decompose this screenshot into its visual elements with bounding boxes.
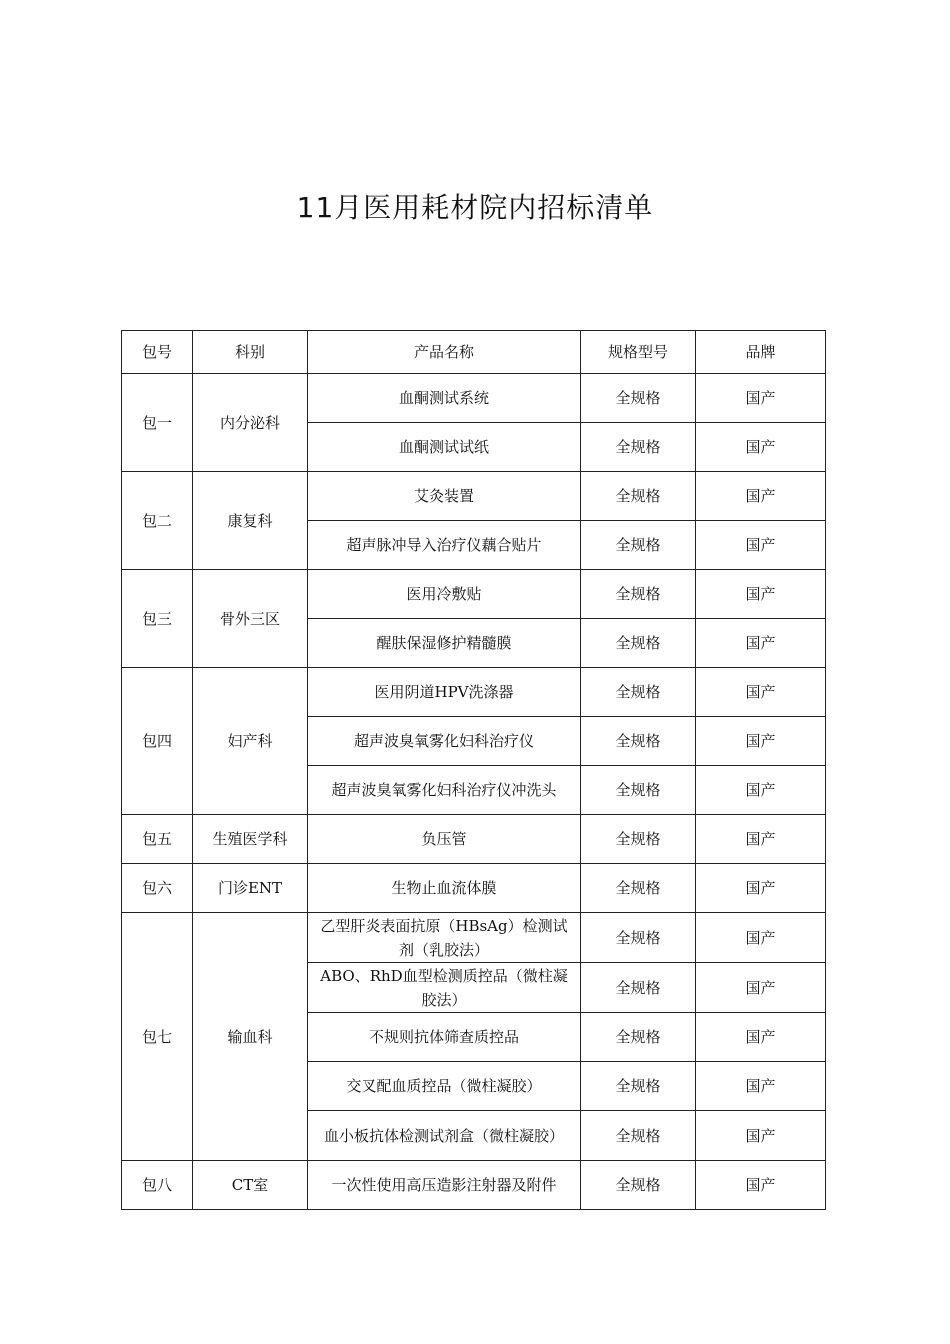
header-brand: 品牌 [696, 331, 826, 374]
table-row [122, 1161, 826, 1210]
product-name-cell: 超声脉冲导入治疗仪藕合贴片 [308, 521, 581, 570]
department-cell: 输血科 [193, 913, 308, 1161]
spec-cell: 全规格 [581, 864, 696, 913]
package-no-cell: 包六 [122, 864, 193, 913]
brand-cell: 国产 [696, 570, 826, 619]
product-name-cell: ABO、RhD血型检测质控品（微柱凝胶法） [308, 963, 581, 1013]
product-name-cell: 不规则抗体筛查质控品 [308, 1013, 581, 1062]
product-name-cell: 医用阴道HPV洗涤器 [308, 668, 581, 717]
brand-cell: 国产 [696, 472, 826, 521]
brand-cell: 国产 [696, 913, 826, 963]
product-name-cell: 生物止血流体膜 [308, 864, 581, 913]
spec-cell: 全规格 [581, 570, 696, 619]
spec-cell: 全规格 [581, 668, 696, 717]
department-cell: 康复科 [193, 472, 308, 570]
department-cell: CT室 [193, 1161, 308, 1210]
product-name-cell: 艾灸装置 [308, 472, 581, 521]
spec-cell: 全规格 [581, 1161, 696, 1210]
product-name-cell: 血酮测试试纸 [308, 423, 581, 472]
table-header-row [122, 331, 826, 374]
header-spec: 规格型号 [581, 331, 696, 374]
spec-cell: 全规格 [581, 423, 696, 472]
product-name-cell: 交叉配血质控品（微柱凝胶） [308, 1062, 581, 1111]
header-department: 科别 [193, 331, 308, 374]
brand-cell: 国产 [696, 1062, 826, 1111]
product-name-cell: 乙型肝炎表面抗原（HBsAg）检测试剂（乳胶法） [308, 913, 581, 963]
table-body [122, 374, 826, 1210]
product-name-cell: 超声波臭氧雾化妇科治疗仪 [308, 717, 581, 766]
brand-cell: 国产 [696, 1013, 826, 1062]
product-name-cell: 醒肤保湿修护精髓膜 [308, 619, 581, 668]
brand-cell: 国产 [696, 815, 826, 864]
spec-cell: 全规格 [581, 1111, 696, 1161]
spec-cell: 全规格 [581, 619, 696, 668]
spec-cell: 全规格 [581, 1013, 696, 1062]
spec-cell: 全规格 [581, 374, 696, 423]
spec-cell: 全规格 [581, 717, 696, 766]
brand-cell: 国产 [696, 717, 826, 766]
table-row [122, 815, 826, 864]
spec-cell: 全规格 [581, 521, 696, 570]
spec-cell: 全规格 [581, 1062, 696, 1111]
package-no-cell: 包五 [122, 815, 193, 864]
product-name-cell: 超声波臭氧雾化妇科治疗仪冲洗头 [308, 766, 581, 815]
table-row [122, 570, 826, 619]
department-cell: 妇产科 [193, 668, 308, 815]
spec-cell: 全规格 [581, 472, 696, 521]
product-name-cell: 医用冷敷贴 [308, 570, 581, 619]
header-product-name: 产品名称 [308, 331, 581, 374]
product-name-cell: 一次性使用高压造影注射器及附件 [308, 1161, 581, 1210]
product-name-cell: 血小板抗体检测试剂盒（微柱凝胶） [308, 1111, 581, 1161]
brand-cell: 国产 [696, 521, 826, 570]
header-package-no: 包号 [122, 331, 193, 374]
product-name-cell: 负压管 [308, 815, 581, 864]
product-name-cell: 血酮测试系统 [308, 374, 581, 423]
table-row [122, 374, 826, 423]
table-row [122, 472, 826, 521]
table-row [122, 668, 826, 717]
brand-cell: 国产 [696, 1161, 826, 1210]
department-cell: 骨外三区 [193, 570, 308, 668]
department-cell: 生殖医学科 [193, 815, 308, 864]
package-no-cell: 包七 [122, 913, 193, 1161]
brand-cell: 国产 [696, 668, 826, 717]
spec-cell: 全规格 [581, 766, 696, 815]
spec-cell: 全规格 [581, 963, 696, 1013]
package-no-cell: 包三 [122, 570, 193, 668]
package-no-cell: 包一 [122, 374, 193, 472]
brand-cell: 国产 [696, 864, 826, 913]
brand-cell: 国产 [696, 619, 826, 668]
bid-list-table [121, 330, 826, 1210]
department-cell: 内分泌科 [193, 374, 308, 472]
page-title: 11月医用耗材院内招标清单 [296, 191, 654, 224]
package-no-cell: 包八 [122, 1161, 193, 1210]
brand-cell: 国产 [696, 766, 826, 815]
spec-cell: 全规格 [581, 815, 696, 864]
brand-cell: 国产 [696, 374, 826, 423]
spec-cell: 全规格 [581, 913, 696, 963]
package-no-cell: 包四 [122, 668, 193, 815]
brand-cell: 国产 [696, 963, 826, 1013]
department-cell: 门诊ENT [193, 864, 308, 913]
brand-cell: 国产 [696, 1111, 826, 1161]
table-row [122, 864, 826, 913]
table-row [122, 913, 826, 963]
brand-cell: 国产 [696, 423, 826, 472]
package-no-cell: 包二 [122, 472, 193, 570]
